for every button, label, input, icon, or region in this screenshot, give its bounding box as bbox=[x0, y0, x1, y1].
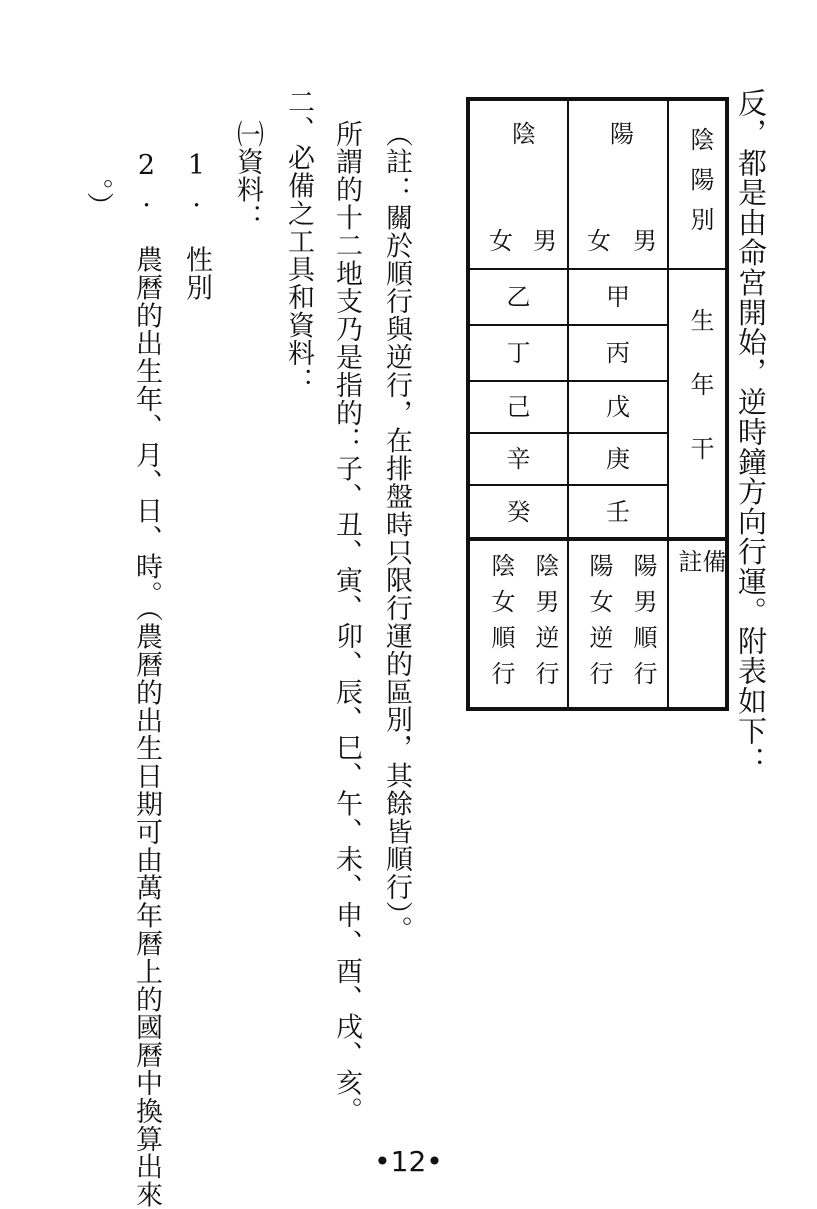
header-remark: 備註 bbox=[674, 549, 726, 633]
list-item-continuation: 。） bbox=[82, 178, 113, 221]
yang-stem-cell: 壬 bbox=[606, 497, 630, 526]
yin-male: 男 bbox=[533, 227, 557, 255]
section-heading: 二、必備之工具和資料： bbox=[283, 88, 314, 395]
yang-stem-cell: 戊 bbox=[606, 393, 630, 421]
yang-label: 陽 bbox=[610, 120, 634, 148]
header-yinyang: 陰陽別 bbox=[686, 126, 714, 247]
yang-stem-cell: 丙 bbox=[606, 339, 630, 367]
list-item: 1. 性別 bbox=[181, 150, 212, 302]
body-text-column: 反，都是由命宮開始，逆時鐘方向行運。附表如下： bbox=[734, 88, 768, 776]
yang-female: 女 bbox=[587, 227, 611, 255]
note-text-column: 所謂的十二地支乃是指的：子、丑、寅、卯、辰、巳、午、未、申、酉、戌、亥。 bbox=[331, 120, 362, 1125]
remark-yang-female: 陽女逆行 bbox=[585, 553, 613, 697]
yinyang-stem-table bbox=[466, 97, 729, 711]
yang-male: 男 bbox=[633, 227, 657, 255]
note-text-column: （註：關於順行與逆行，在排盤時只限行運的區別，其餘皆順行）。 bbox=[381, 120, 412, 944]
yin-stem-cell: 乙 bbox=[506, 283, 531, 311]
yang-stem-cell: 庚 bbox=[606, 445, 630, 473]
remark-yang-male: 陽男順行 bbox=[629, 553, 657, 697]
remark-yin-female: 陰女順行 bbox=[487, 553, 515, 697]
yin-label: 陰 bbox=[512, 120, 536, 148]
subsection-heading: ㈠資料： bbox=[232, 120, 263, 232]
yin-stem-cell: 辛 bbox=[506, 445, 531, 473]
yang-stem-cell: 甲 bbox=[606, 283, 630, 311]
list-item: 2. 農曆的出生年、月、日、時。（農曆的出生日期可由萬年曆上的國曆中換算出來 bbox=[131, 150, 162, 1209]
table-divider bbox=[667, 101, 669, 707]
table-divider bbox=[470, 537, 725, 541]
yin-stem-cell: 己 bbox=[506, 393, 531, 421]
page-number: •12• bbox=[374, 1145, 443, 1178]
yin-female: 女 bbox=[489, 227, 513, 255]
remark-yin-male: 陰男逆行 bbox=[531, 553, 559, 697]
yin-stem-cell: 丁 bbox=[506, 339, 531, 367]
header-stem: 生年干 bbox=[686, 307, 714, 500]
yin-stem-cell: 癸 bbox=[506, 497, 531, 526]
